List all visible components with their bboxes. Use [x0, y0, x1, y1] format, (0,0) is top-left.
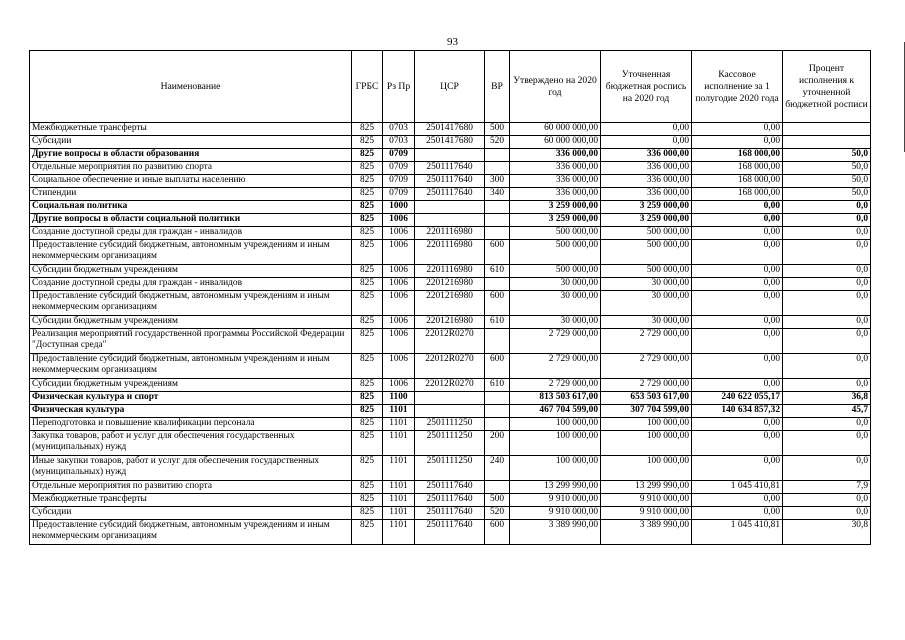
- cell-csr: [415, 214, 485, 227]
- cell-refined: 336 000,00: [601, 162, 692, 175]
- cell-grbs: 825: [352, 123, 383, 136]
- cell-cash: 0,00: [692, 227, 783, 240]
- cell-rzpr: 1101: [383, 520, 415, 545]
- cell-grbs: 825: [352, 240, 383, 265]
- table-header-row: [30, 51, 871, 123]
- cell-vr: [485, 405, 510, 418]
- cell-grbs: 825: [352, 520, 383, 545]
- cell-approved: 336 000,00: [510, 175, 601, 188]
- cell-vr: 600: [485, 354, 510, 379]
- cell-percent: 50,0: [783, 175, 871, 188]
- cell-cash: 0,00: [692, 354, 783, 379]
- cell-vr: 610: [485, 316, 510, 329]
- cell-name: Создание доступной среды для граждан - инвалидов: [30, 278, 352, 291]
- cell-csr: 22012R0270: [415, 329, 485, 354]
- header-csr: ЦСР: [415, 51, 485, 123]
- cell-approved: 9 910 000,00: [510, 494, 601, 507]
- cell-csr: [415, 201, 485, 214]
- table-row: [30, 162, 871, 175]
- cell-approved: 336 000,00: [510, 162, 601, 175]
- cell-percent: 50,0: [783, 149, 871, 162]
- cell-grbs: 825: [352, 494, 383, 507]
- cell-approved: 3 389 990,00: [510, 520, 601, 545]
- cell-percent: 0,0: [783, 240, 871, 265]
- cell-refined: 500 000,00: [601, 227, 692, 240]
- cell-approved: 336 000,00: [510, 188, 601, 201]
- cell-name: Субсидии бюджетным учреждениям: [30, 265, 352, 278]
- cell-grbs: 825: [352, 379, 383, 392]
- cell-grbs: 825: [352, 418, 383, 431]
- cell-cash: 0,00: [692, 278, 783, 291]
- cell-vr: [485, 162, 510, 175]
- cell-name: Другие вопросы в области образования: [30, 149, 352, 162]
- budget-table: [29, 50, 871, 545]
- cell-refined: 100 000,00: [601, 431, 692, 456]
- cell-grbs: 825: [352, 431, 383, 456]
- table-row: [30, 265, 871, 278]
- cell-cash: 0,00: [692, 240, 783, 265]
- table-row: [30, 520, 871, 545]
- table-row: [30, 227, 871, 240]
- cell-vr: [485, 214, 510, 227]
- cell-grbs: 825: [352, 201, 383, 214]
- cell-csr: 2501117640: [415, 507, 485, 520]
- header-cash: Кассовое исполнение за 1 полугодие 2020 года: [692, 51, 783, 123]
- cell-approved: 9 910 000,00: [510, 507, 601, 520]
- cell-csr: 2501417680: [415, 136, 485, 149]
- cell-csr: 2201116980: [415, 227, 485, 240]
- cell-rzpr: 1101: [383, 405, 415, 418]
- cell-name: Реализация мероприятий государственной программы Российской Федерации "Доступная среда": [30, 329, 352, 354]
- cell-refined: 3 259 000,00: [601, 201, 692, 214]
- page-number: 93: [447, 36, 458, 48]
- cell-percent: 50,0: [783, 188, 871, 201]
- cell-csr: 2501111250: [415, 418, 485, 431]
- cell-grbs: 825: [352, 149, 383, 162]
- cell-vr: 200: [485, 431, 510, 456]
- cell-csr: 2501117640: [415, 494, 485, 507]
- cell-grbs: 825: [352, 354, 383, 379]
- cell-name: Субсидии: [30, 136, 352, 149]
- cell-vr: [485, 227, 510, 240]
- cell-vr: [485, 149, 510, 162]
- cell-csr: 2501117640: [415, 520, 485, 545]
- cell-csr: 22012R0270: [415, 354, 485, 379]
- cell-cash: 0,00: [692, 494, 783, 507]
- cell-rzpr: 1101: [383, 431, 415, 456]
- cell-csr: 2501111250: [415, 456, 485, 481]
- cell-grbs: 825: [352, 507, 383, 520]
- cell-csr: 2501117640: [415, 162, 485, 175]
- cell-grbs: 825: [352, 136, 383, 149]
- cell-refined: 0,00: [601, 136, 692, 149]
- cell-name: Социальное обеспечение и иные выплаты населению: [30, 175, 352, 188]
- cell-grbs: 825: [352, 265, 383, 278]
- cell-name: Субсидии бюджетным учреждениям: [30, 316, 352, 329]
- cell-approved: 3 259 000,00: [510, 214, 601, 227]
- cell-cash: 168 000,00: [692, 175, 783, 188]
- cell-refined: 336 000,00: [601, 188, 692, 201]
- cell-vr: 300: [485, 175, 510, 188]
- cell-percent: 0,0: [783, 201, 871, 214]
- cell-refined: 30 000,00: [601, 291, 692, 316]
- header-approved: Утверждено на 2020 год: [510, 51, 601, 123]
- table-row: [30, 316, 871, 329]
- cell-percent: 7,9: [783, 481, 871, 494]
- cell-percent: 45,7: [783, 405, 871, 418]
- cell-name: Отдельные мероприятия по развитию спорта: [30, 162, 352, 175]
- cell-rzpr: 1101: [383, 481, 415, 494]
- cell-refined: 13 299 990,00: [601, 481, 692, 494]
- cell-csr: [415, 149, 485, 162]
- cell-percent: 0,0: [783, 278, 871, 291]
- cell-approved: 500 000,00: [510, 227, 601, 240]
- cell-name: Субсидии: [30, 507, 352, 520]
- cell-vr: 340: [485, 188, 510, 201]
- header-rzpr: Рз Пр: [383, 51, 415, 123]
- cell-rzpr: 0709: [383, 188, 415, 201]
- cell-cash: 0,00: [692, 136, 783, 149]
- table-row: [30, 494, 871, 507]
- cell-refined: 500 000,00: [601, 265, 692, 278]
- table-row: [30, 240, 871, 265]
- cell-rzpr: 1006: [383, 240, 415, 265]
- cell-name: Межбюджетные трансферты: [30, 123, 352, 136]
- table-row: [30, 456, 871, 481]
- cell-cash: 0,00: [692, 507, 783, 520]
- cell-rzpr: 1006: [383, 291, 415, 316]
- cell-percent: 0,0: [783, 456, 871, 481]
- cell-cash: 168 000,00: [692, 188, 783, 201]
- cell-percent: 0,0: [783, 265, 871, 278]
- cell-cash: 0,00: [692, 456, 783, 481]
- cell-name: Физическая культура и спорт: [30, 392, 352, 405]
- cell-cash: 0,00: [692, 418, 783, 431]
- cell-csr: 2201216980: [415, 291, 485, 316]
- table-row: [30, 329, 871, 354]
- cell-rzpr: 1006: [383, 214, 415, 227]
- cell-grbs: 825: [352, 291, 383, 316]
- cell-vr: 520: [485, 507, 510, 520]
- cell-percent: 0,0: [783, 291, 871, 316]
- cell-refined: 30 000,00: [601, 316, 692, 329]
- cell-percent: 0,0: [783, 494, 871, 507]
- cell-rzpr: 1101: [383, 507, 415, 520]
- cell-name: Иные закупки товаров, работ и услуг для обеспечения государственных (муниципальных) нужд: [30, 456, 352, 481]
- table-row: [30, 291, 871, 316]
- cell-percent: 0,0: [783, 214, 871, 227]
- cell-cash: 168 000,00: [692, 162, 783, 175]
- cell-csr: [415, 405, 485, 418]
- cell-percent: 0,0: [783, 316, 871, 329]
- cell-percent: 0,0: [783, 379, 871, 392]
- cell-cash: 168 000,00: [692, 149, 783, 162]
- cell-vr: 500: [485, 494, 510, 507]
- cell-approved: 60 000 000,00: [510, 136, 601, 149]
- cell-grbs: 825: [352, 188, 383, 201]
- cell-cash: 0,00: [692, 379, 783, 392]
- cell-grbs: 825: [352, 405, 383, 418]
- cell-rzpr: 1101: [383, 418, 415, 431]
- table-body: [30, 123, 871, 545]
- cell-percent: 30,8: [783, 520, 871, 545]
- cell-name: Создание доступной среды для граждан - инвалидов: [30, 227, 352, 240]
- cell-approved: 60 000 000,00: [510, 123, 601, 136]
- cell-refined: 500 000,00: [601, 240, 692, 265]
- cell-vr: 500: [485, 123, 510, 136]
- cell-percent: [783, 136, 871, 149]
- cell-cash: 1 045 410,81: [692, 481, 783, 494]
- cell-cash: 0,00: [692, 316, 783, 329]
- cell-csr: 2501111250: [415, 431, 485, 456]
- cell-cash: 0,00: [692, 265, 783, 278]
- table-row: [30, 214, 871, 227]
- cell-approved: 30 000,00: [510, 291, 601, 316]
- table-row: [30, 123, 871, 136]
- cell-grbs: 825: [352, 214, 383, 227]
- cell-refined: 653 503 617,00: [601, 392, 692, 405]
- cell-rzpr: 1101: [383, 456, 415, 481]
- cell-cash: 240 622 055,17: [692, 392, 783, 405]
- cell-refined: 3 389 990,00: [601, 520, 692, 545]
- header-grbs: ГРБС: [352, 51, 383, 123]
- cell-rzpr: 1006: [383, 227, 415, 240]
- cell-name: Субсидии бюджетным учреждениям: [30, 379, 352, 392]
- cell-refined: 2 729 000,00: [601, 379, 692, 392]
- cell-approved: 336 000,00: [510, 149, 601, 162]
- cell-grbs: 825: [352, 329, 383, 354]
- cell-name: Другие вопросы в области социальной политики: [30, 214, 352, 227]
- cell-csr: 2501117640: [415, 188, 485, 201]
- cell-percent: 0,0: [783, 227, 871, 240]
- header-name: Наименование: [30, 51, 352, 123]
- cell-name: Отдельные мероприятия по развитию спорта: [30, 481, 352, 494]
- cell-grbs: 825: [352, 392, 383, 405]
- cell-rzpr: 1006: [383, 265, 415, 278]
- cell-refined: 2 729 000,00: [601, 329, 692, 354]
- cell-approved: 100 000,00: [510, 456, 601, 481]
- cell-approved: 13 299 990,00: [510, 481, 601, 494]
- cell-rzpr: 0709: [383, 149, 415, 162]
- table-row: [30, 354, 871, 379]
- cell-rzpr: 0703: [383, 136, 415, 149]
- cell-name: Социальная политика: [30, 201, 352, 214]
- cell-rzpr: 1006: [383, 354, 415, 379]
- table-row: [30, 392, 871, 405]
- table-row: [30, 175, 871, 188]
- cell-csr: 22012R0270: [415, 379, 485, 392]
- cell-approved: 2 729 000,00: [510, 329, 601, 354]
- cell-csr: 2501117640: [415, 175, 485, 188]
- cell-approved: 2 729 000,00: [510, 354, 601, 379]
- cell-approved: 467 704 599,00: [510, 405, 601, 418]
- cell-grbs: 825: [352, 227, 383, 240]
- cell-csr: 2201116980: [415, 265, 485, 278]
- cell-percent: 0,0: [783, 431, 871, 456]
- cell-csr: 2501417680: [415, 123, 485, 136]
- cell-vr: 610: [485, 265, 510, 278]
- cell-percent: 0,0: [783, 507, 871, 520]
- cell-name: Межбюджетные трансферты: [30, 494, 352, 507]
- cell-refined: 100 000,00: [601, 456, 692, 481]
- table-row: [30, 507, 871, 520]
- cell-refined: 336 000,00: [601, 175, 692, 188]
- cell-vr: [485, 481, 510, 494]
- cell-name: Закупка товаров, работ и услуг для обеспечения государственных (муниципальных) нужд: [30, 431, 352, 456]
- cell-refined: 100 000,00: [601, 418, 692, 431]
- cell-vr: 610: [485, 379, 510, 392]
- cell-grbs: 825: [352, 175, 383, 188]
- cell-refined: 307 704 599,00: [601, 405, 692, 418]
- cell-approved: 100 000,00: [510, 418, 601, 431]
- cell-vr: 600: [485, 520, 510, 545]
- cell-vr: 600: [485, 240, 510, 265]
- cell-csr: 2501117640: [415, 481, 485, 494]
- header-percent: Процент исполнения к уточненной бюджетной росписи: [783, 51, 871, 123]
- cell-csr: 2201216980: [415, 278, 485, 291]
- table-row: [30, 481, 871, 494]
- table-row: [30, 405, 871, 418]
- table-row: [30, 201, 871, 214]
- cell-refined: 3 259 000,00: [601, 214, 692, 227]
- cell-approved: 813 503 617,00: [510, 392, 601, 405]
- cell-percent: 0,0: [783, 418, 871, 431]
- cell-rzpr: 1101: [383, 494, 415, 507]
- cell-approved: 2 729 000,00: [510, 379, 601, 392]
- cell-name: Предоставление субсидий бюджетным, автономным учреждениям и иным некоммерческим организациям: [30, 354, 352, 379]
- cell-cash: 1 045 410,81: [692, 520, 783, 545]
- cell-rzpr: 1006: [383, 278, 415, 291]
- cell-rzpr: 1006: [383, 316, 415, 329]
- cell-rzpr: 1006: [383, 329, 415, 354]
- cell-grbs: 825: [352, 278, 383, 291]
- cell-cash: 0,00: [692, 214, 783, 227]
- cell-cash: 0,00: [692, 431, 783, 456]
- cell-grbs: 825: [352, 316, 383, 329]
- cell-refined: 30 000,00: [601, 278, 692, 291]
- table-row: [30, 136, 871, 149]
- cell-vr: [485, 418, 510, 431]
- cell-cash: 140 634 857,32: [692, 405, 783, 418]
- cell-name: Предоставление субсидий бюджетным, автономным учреждениям и иным некоммерческим организациям: [30, 520, 352, 545]
- cell-approved: 500 000,00: [510, 265, 601, 278]
- cell-name: Предоставление субсидий бюджетным, автономным учреждениям и иным некоммерческим организациям: [30, 291, 352, 316]
- cell-cash: 0,00: [692, 123, 783, 136]
- header-refined: Уточненная бюджетная роспись на 2020 год: [601, 51, 692, 123]
- cell-refined: 0,00: [601, 123, 692, 136]
- table-row: [30, 379, 871, 392]
- cell-name: Переподготовка и повышение квалификации персонала: [30, 418, 352, 431]
- cell-approved: 30 000,00: [510, 278, 601, 291]
- cell-rzpr: 1006: [383, 379, 415, 392]
- cell-vr: 520: [485, 136, 510, 149]
- cell-vr: [485, 392, 510, 405]
- cell-rzpr: 1000: [383, 201, 415, 214]
- cell-refined: 9 910 000,00: [601, 507, 692, 520]
- cell-refined: 336 000,00: [601, 149, 692, 162]
- cell-approved: 30 000,00: [510, 316, 601, 329]
- cell-name: Физическая культура: [30, 405, 352, 418]
- cell-percent: 36,8: [783, 392, 871, 405]
- table-row: [30, 149, 871, 162]
- cell-refined: 9 910 000,00: [601, 494, 692, 507]
- cell-percent: 0,0: [783, 354, 871, 379]
- cell-grbs: 825: [352, 162, 383, 175]
- cell-name: Предоставление субсидий бюджетным, автономным учреждениям и иным некоммерческим организациям: [30, 240, 352, 265]
- table-row: [30, 418, 871, 431]
- cell-approved: 100 000,00: [510, 431, 601, 456]
- cell-name: Стипендии: [30, 188, 352, 201]
- cell-rzpr: 0709: [383, 175, 415, 188]
- cell-csr: 2201116980: [415, 240, 485, 265]
- cell-vr: [485, 201, 510, 214]
- cell-rzpr: 1100: [383, 392, 415, 405]
- cell-csr: 2201216980: [415, 316, 485, 329]
- cell-grbs: 825: [352, 481, 383, 494]
- cell-vr: 240: [485, 456, 510, 481]
- cell-percent: [783, 123, 871, 136]
- cell-percent: 50,0: [783, 162, 871, 175]
- cell-cash: 0,00: [692, 329, 783, 354]
- table-row: [30, 188, 871, 201]
- table-row: [30, 431, 871, 456]
- cell-percent: 0,0: [783, 329, 871, 354]
- cell-vr: [485, 278, 510, 291]
- cell-approved: 3 259 000,00: [510, 201, 601, 214]
- cell-cash: 0,00: [692, 201, 783, 214]
- cell-rzpr: 0709: [383, 162, 415, 175]
- cell-rzpr: 0703: [383, 123, 415, 136]
- cell-grbs: 825: [352, 456, 383, 481]
- cell-vr: 600: [485, 291, 510, 316]
- header-vr: ВР: [485, 51, 510, 123]
- cell-cash: 0,00: [692, 291, 783, 316]
- table-row: [30, 278, 871, 291]
- cell-csr: [415, 392, 485, 405]
- cell-vr: [485, 329, 510, 354]
- cell-approved: 500 000,00: [510, 240, 601, 265]
- cell-refined: 2 729 000,00: [601, 354, 692, 379]
